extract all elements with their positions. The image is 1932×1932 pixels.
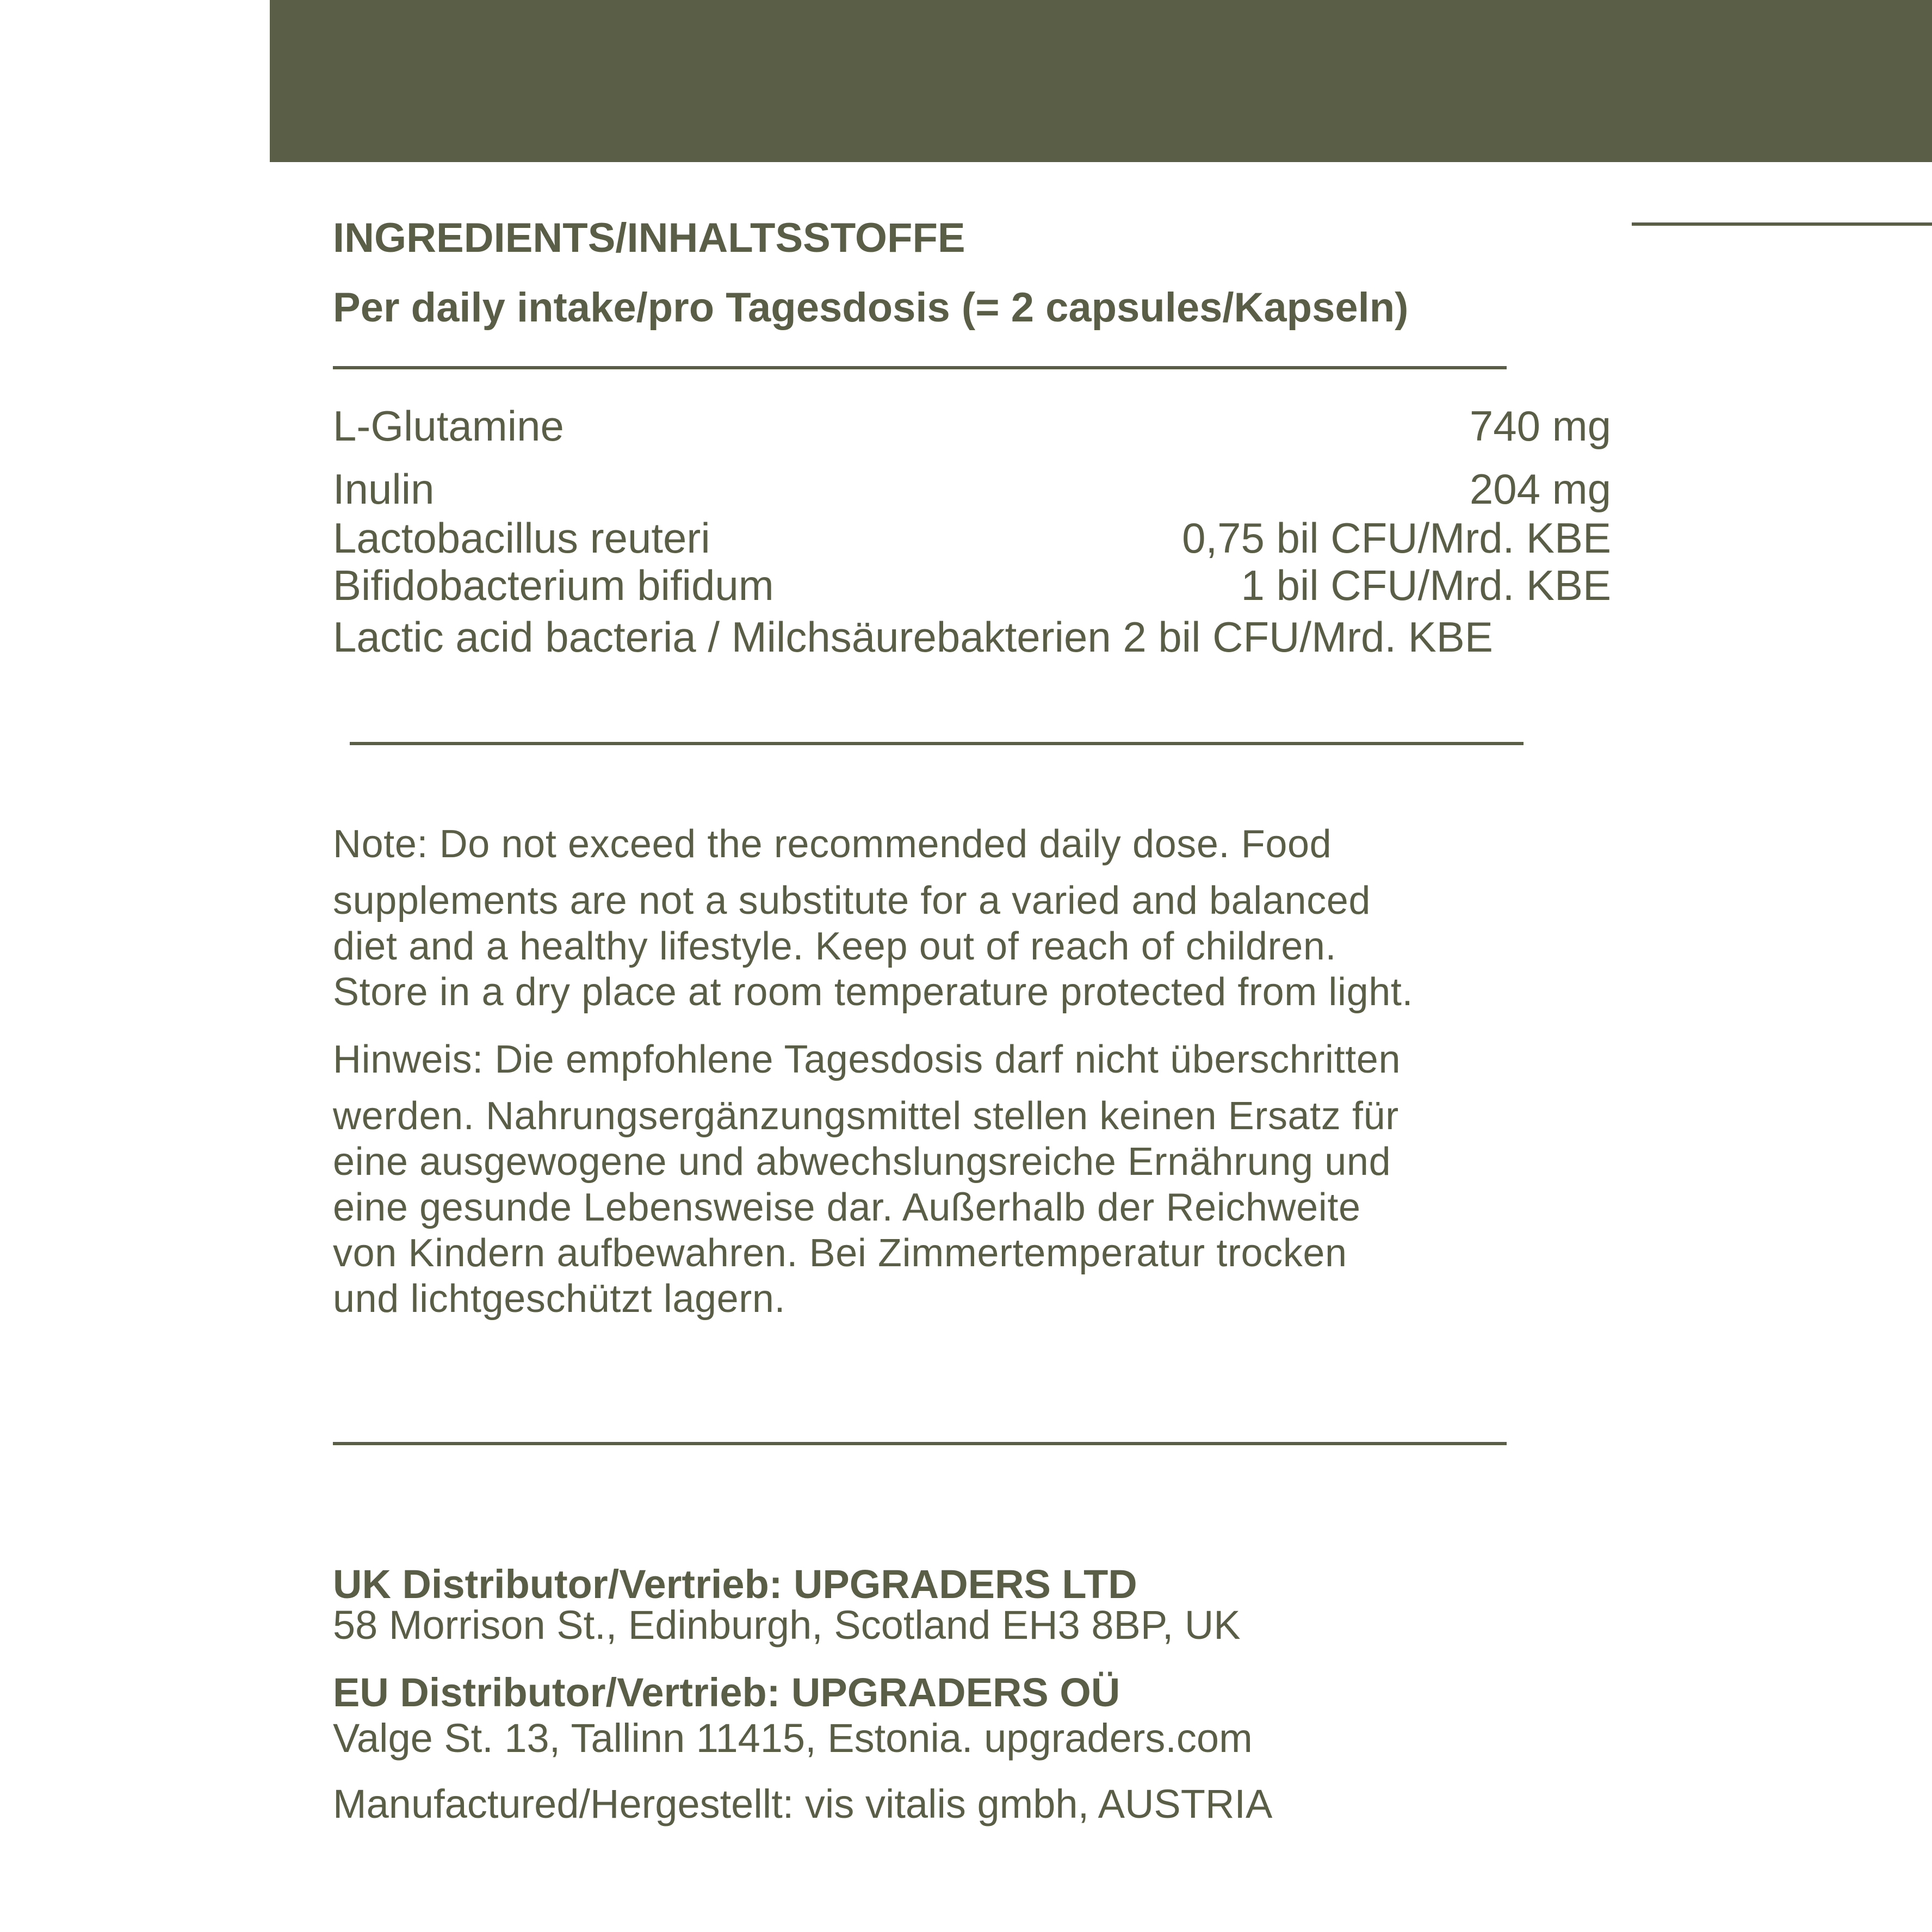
divider-middle bbox=[350, 742, 1524, 745]
uk-distributor-title: UK Distributor/Vertrieb: UPGRADERS LTD bbox=[333, 1562, 1137, 1607]
corner-divider bbox=[1632, 222, 1932, 226]
note-line: Note: Do not exceed the recommended daily dose. Food bbox=[333, 822, 1332, 866]
ingredient-amount: 204 mg bbox=[1469, 465, 1611, 513]
note-english bbox=[333, 821, 1413, 1015]
note-line: supplements are not a substitute for a varied and balanced bbox=[333, 879, 1371, 922]
note-line: und lichtgeschützt lagern. bbox=[333, 1277, 786, 1321]
manufacturer-line: Manufactured/Hergestellt: vis vitalis gmbh, AUSTRIA bbox=[333, 1781, 1273, 1826]
note-line: werden. Nahrungsergänzungsmittel stellen keinen Ersatz für bbox=[333, 1094, 1399, 1138]
divider-bottom bbox=[333, 1442, 1507, 1445]
note-line: eine ausgewogene und abwechslungsreiche Ernährung und bbox=[333, 1140, 1391, 1184]
ingredient-amount: 0,75 bil CFU/Mrd. KBE bbox=[1182, 514, 1611, 562]
ingredient-amount: 740 mg bbox=[1469, 402, 1611, 450]
note-line: Store in a dry place at room temperature protected from light. bbox=[333, 970, 1414, 1014]
ingredient-name: Lactobacillus reuteri bbox=[333, 514, 710, 562]
ingredient-name: L-Glutamine bbox=[333, 402, 564, 450]
ingredient-name: Lactic acid bacteria / Milchsäurebakterien 2 bil CFU/Mrd. KBE bbox=[333, 613, 1493, 661]
note-line: eine gesunde Lebensweise dar. Außerhalb der Reichweite bbox=[333, 1186, 1361, 1229]
eu-distributor-title: EU Distributor/Vertrieb: UPGRADERS OÜ bbox=[333, 1670, 1120, 1715]
ingredients-heading: INGREDIENTS/INHALTSSTOFFE bbox=[333, 215, 965, 261]
ingredient-amount: 1 bil CFU/Mrd. KBE bbox=[1241, 561, 1611, 609]
note-line: von Kindern aufbewahren. Bei Zimmertemperatur trocken bbox=[333, 1231, 1347, 1275]
note-line: diet and a healthy lifestyle. Keep out of reach of children. bbox=[333, 925, 1337, 968]
note-german bbox=[333, 1037, 1401, 1322]
uk-distributor-address: 58 Morrison St., Edinburgh, Scotland EH3 8BP, UK bbox=[333, 1602, 1241, 1648]
eu-distributor-address: Valge St. 13, Tallinn 11415, Estonia. upgraders.com bbox=[333, 1716, 1253, 1761]
ingredient-name: Bifidobacterium bifidum bbox=[333, 561, 774, 609]
daily-intake-subheading: Per daily intake/pro Tagesdosis (= 2 capsules/Kapseln) bbox=[333, 284, 1409, 331]
ingredient-name: Inulin bbox=[333, 465, 435, 513]
header-band bbox=[270, 0, 1932, 162]
note-line: Hinweis: Die empfohlene Tagesdosis darf nicht überschritten bbox=[333, 1038, 1401, 1081]
divider-top bbox=[333, 366, 1507, 369]
